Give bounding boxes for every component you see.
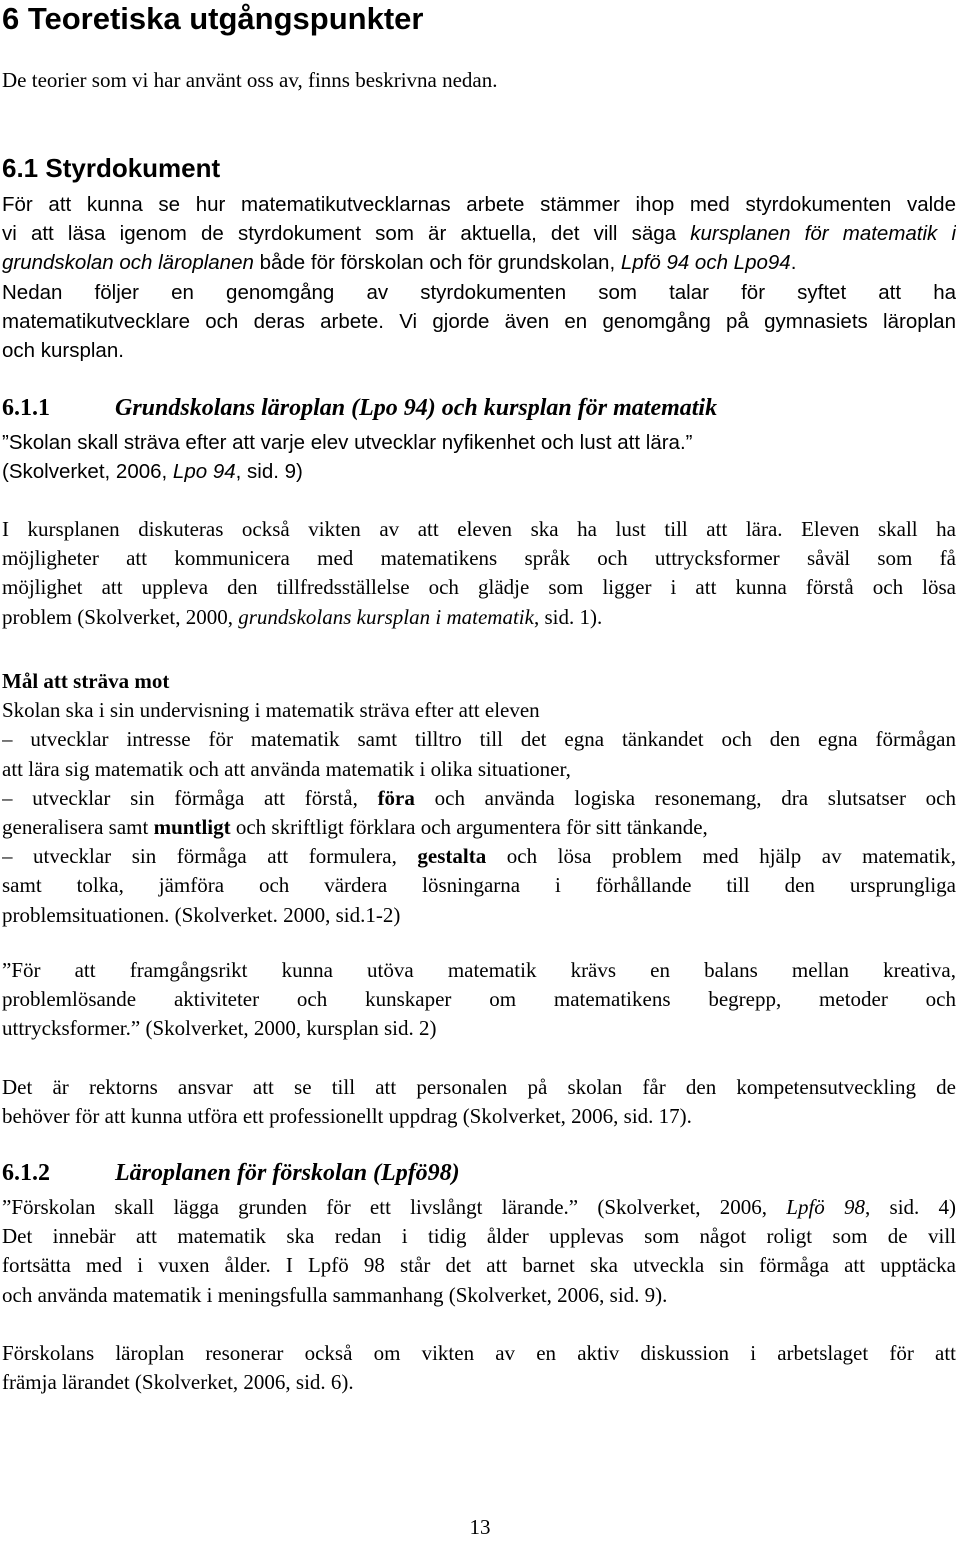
goal-item: – utvecklar sin förmåga att förstå, föra och använda logiska resonemang, dra slutsatser och [2,785,956,810]
lpo94-quote: ”Skolan skall sträva efter att varje elev utvecklar nyfikenhet och lust att lära.” (Skolverket, 2006, Lpo 94, sid. 9) [2,431,693,484]
balance-quote: ”För att framgångsrikt kunna utöva matematik krävs en balans mellan kreativa, problemlösande aktiviteter och kunskaper om matematikens begrepp, metoder och uttrycksformer.” (Skolverket, 2000, kursplan sid. 2) [2,958,956,1041]
goals-heading: Mål att sträva mot [2,669,170,693]
section-heading-6-1-1: 6.1.1 Grundskolans läroplan (Lpo 94) och kursplan för matematik [2,395,718,421]
intro-paragraph: De teorier som vi har använt oss av, finns beskrivna nedan. [2,68,498,92]
styrdokument-paragraph: För att kunna se hur matematikutvecklarnas arbete stämmer ihop med styrdokumenten valde vi att läsa igenom de styrdokument som är aktuella, det vill säga kursplanen för matematik i grundskolan och läroplanen både för förskolan och för grundskolan, Lpfö 94 och Lpo94. Nedan följer en genomgång av styrdokumenten som talar för syftet att ha matematikutvecklare och deras arbete. Vi gjorde även en genomgång på gymnasiets läroplan och kursplan. [2,193,956,362]
rektor-paragraph: Det är rektorns ansvar att se till att personalen på skolan får den kompetensutveckling de behöver för att kunna utföra ett professionellt uppdrag (Skolverket, 2006, sid. 17). [2,1075,956,1129]
goal-item: – utvecklar intresse för matematik samt tilltro till det egna tänkandet och den egna förmågan [2,727,956,752]
kursplan-paragraph: I kursplanen diskuteras också vikten av att eleven ska ha lust till att lära. Eleven skall ha möjligheter att kommunicera med matematikens språk och uttrycksformer såväl som få möjlighet att uppleva den tillfredsställelse och glädje som ligger i att kunna förstå och lösa problem (Skolverket, 2000, grundskolans kursplan i matematik, sid. 1). [2,517,956,629]
lpfo-paragraph: ”Förskolan skall lägga grunden för ett livslångt lärande.” (Skolverket, 2006, Lpfö 98, sid. 4) Det innebär att matematik ska redan i tidig ålder upplevas som något roligt som de vill fortsätta med i vuxen ålder. I Lpfö 98 står det att barnet ska utveckla sin förmåga att upptäcka och använda matematik i meningsfulla sammanhang (Skolverket, 2006, sid. 9). [2,1195,956,1307]
chapter-heading: 6 Teoretiska utgångspunkter [2,1,424,36]
section-heading-6-1: 6.1 Styrdokument [2,153,221,183]
goals-block: Mål att sträva mot Skolan ska i sin undervisning i matematik sträva efter att eleven – utvecklar intresse för matematik samt tilltro till det egna tänkandet och den egna förmågan att lära sig matematik och att använda matematik i olika situationer, – utvecklar sin förmåga att förstå, föra och använda logiska resonemang, dra slutsatser och generalisera samt muntligt och skriftligt förklara och argumentera för sitt tänkande, – utvecklar sin förmåga att formulera, gestalta och lösa problem med hjälp av matematik, samt tolka, jämföra och värdera lösningarna i förhållande till den ursprungliga problemsituationen. (Skolverket. 2000, sid.1-2) [2,669,956,927]
forskola-paragraph: Förskolans läroplan resonerar också om vikten av en aktiv diskussion i arbetslaget för att främja lärandet (Skolverket, 2006, sid. 6). [2,1341,956,1395]
section-heading-6-1-2: 6.1.2 Läroplanen för förskolan (Lpfö98) [2,1160,460,1186]
goal-item: – utvecklar sin förmåga att formulera, gestalta och lösa problem med hjälp av matematik, [2,844,956,869]
page-number: 13 [469,1515,491,1539]
